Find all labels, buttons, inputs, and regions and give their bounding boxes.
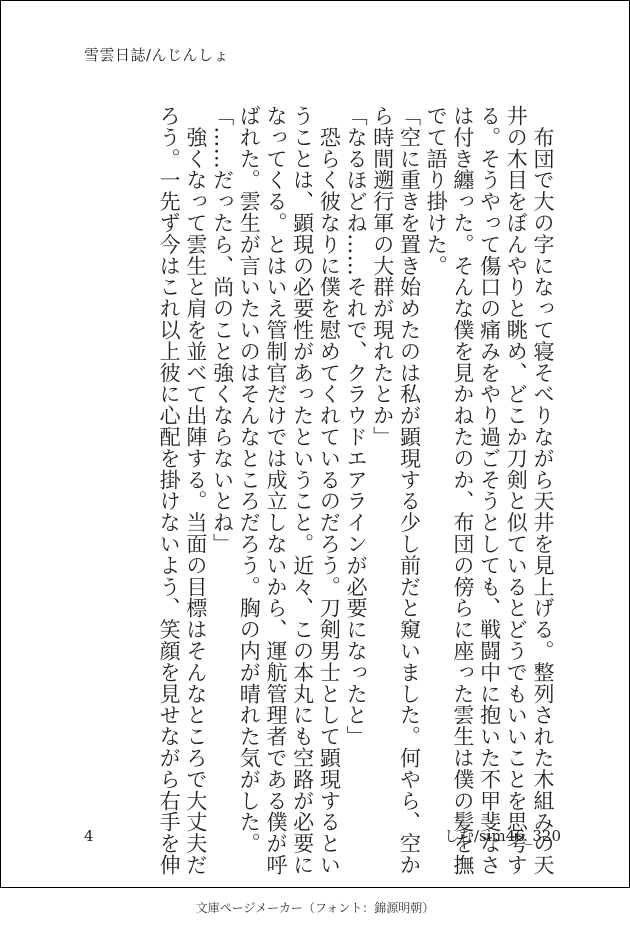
text-line: 「空に重きを置き始めたのは私が顕現する少し前だと窺いました。何やら、空か <box>397 105 422 876</box>
author-id: しむ/sim46_320 <box>444 827 561 845</box>
page-header-title: 雪雲日誌/んじんしょ <box>84 46 230 64</box>
page-number: 4 <box>84 827 94 845</box>
generator-credit: 文庫ページメーカー（フォント：錦源明朝） <box>195 901 435 915</box>
text-line: ろう。一先ず今はこれ以上彼に心配を掛けないよう、笑顔を見せながら右手を伸 <box>157 105 182 876</box>
text-line: る。そうやって傷口の痛みをやり過ごそうとしても、戦闘中に抱いた不甲斐なさ <box>477 105 502 876</box>
text-line: 「なるほどね……それで、クラウドエアラインが必要になったと」 <box>344 105 369 747</box>
text-line: でて語り掛けた。 <box>424 105 449 277</box>
text-line: うことは、顕現の必要性があったということ。近々、この本丸にも空路が必要に <box>290 105 315 876</box>
text-line: は付き纏った。そんな僕を見かねたのか、布団の傍らに座った雲生は僕の髪を撫 <box>450 105 475 876</box>
text-line: 布団で大の字になって寝そべりながら天井を見上げる。整列された木組みの天 <box>531 105 555 876</box>
text-line: ばれた。雲生が言いたいのはそんなところだろう。胸の内が晴れた気がした。 <box>237 105 262 854</box>
text-line: なってくる。とはいえ管制官だけでは成立しないから、運航管理者である僕が呼 <box>263 105 288 876</box>
text-line: ら時間遡行軍の大群が現れたとか」 <box>370 105 395 448</box>
text-line: 「……だったら、尚のこと強くならないとね」 <box>210 105 235 555</box>
text-line: 強くなって雲生と肩を並べて出陣する。当面の目標はそんなところで大丈夫だ <box>183 105 208 876</box>
text-line: 恐らく彼なりに僕を慰めてくれているのだろう。刀剣男士として顕現するとい <box>317 105 342 876</box>
text-line: 井の木目をぼんやりと眺め、どこか刀剣と似ているとどうでもいいことを思考す <box>504 105 529 876</box>
